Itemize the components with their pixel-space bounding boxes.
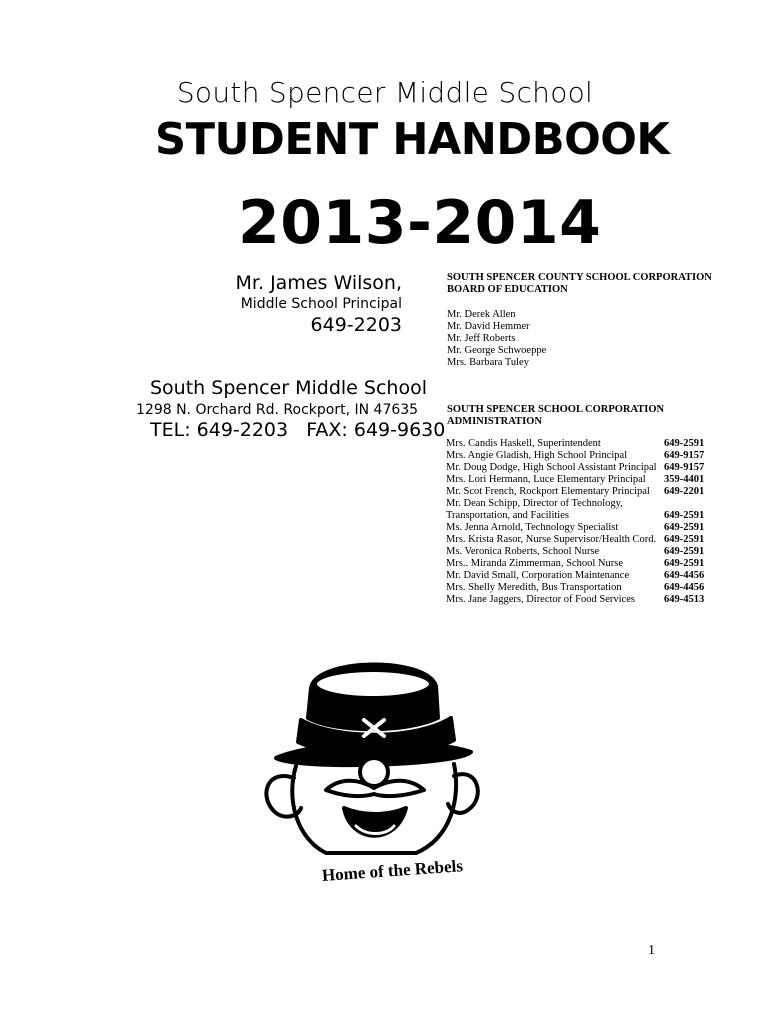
board-member: Mrs. Barbara Tuley	[447, 357, 529, 368]
admin-phone: 649-2201	[664, 486, 705, 497]
admin-row	[446, 510, 714, 522]
principal-phone: 649-2203	[310, 314, 402, 336]
admin-phone: 359-4401	[664, 474, 705, 485]
board-member: Mr. George Schwoeppe	[447, 345, 547, 356]
admin-name: Mrs. Jane Jaggers, Director of Food Services	[446, 594, 635, 605]
board-member: Mr. David Hemmer	[447, 321, 530, 332]
admin-row	[446, 594, 714, 606]
admin-phone: 649-4456	[664, 570, 705, 581]
admin-phone: 649-2591	[664, 534, 705, 545]
admin-name: Transportation, and Facilities	[446, 510, 569, 521]
admin-row	[446, 546, 714, 558]
admin-row	[446, 570, 714, 582]
school-contact-name: South Spencer Middle School	[150, 377, 427, 399]
admin-row	[446, 534, 714, 546]
principal-name: Mr. James Wilson,	[235, 272, 402, 294]
admin-phone: 649-9157	[664, 450, 705, 461]
admin-name: Mrs. Angie Gladish, High School Principal	[446, 450, 628, 461]
school-address: 1298 N. Orchard Rd. Rockport, IN 47635	[136, 402, 419, 418]
admin-name: Mrs. Krista Rasor, Nurse Supervisor/Health Cord.	[446, 534, 657, 545]
board-heading: SOUTH SPENCER COUNTY SCHOOL CORPORATION BOARD OF EDUCATION	[447, 272, 712, 295]
admin-row	[446, 462, 714, 474]
admin-phone	[664, 498, 714, 510]
admin-name: Ms. Jenna Arnold, Technology Specialist	[446, 522, 619, 533]
admin-name: Mrs. Lori Hermann, Luce Elementary Principal	[446, 474, 646, 485]
admin-row	[446, 438, 714, 450]
principal-title: Middle School Principal	[240, 296, 402, 312]
admin-phone: 649-2591	[664, 522, 705, 533]
admin-name: Mrs.. Miranda Zimmerman, School Nurse	[446, 558, 624, 569]
admin-row	[446, 498, 714, 510]
admin-name: Ms. Veronica Roberts, School Nurse	[446, 546, 600, 557]
board-member: Mr. Derek Allen	[447, 309, 516, 320]
admin-phone: 649-2591	[664, 558, 705, 569]
admin-phone: 649-9157	[664, 462, 705, 473]
admin-phone: 649-2591	[664, 438, 705, 449]
admin-name: Mrs. Shelly Meredith, Bus Transportation	[446, 582, 622, 593]
admin-phone: 649-4456	[664, 582, 705, 593]
admin-row	[446, 558, 714, 570]
board-member-list	[447, 309, 546, 369]
administration-heading: SOUTH SPENCER SCHOOL CORPORATION ADMINISTRATION	[447, 404, 665, 427]
admin-name: Mr. Scot French, Rockport Elementary Principal	[446, 486, 650, 497]
admin-name: Mr. Dean Schipp, Director of Technology,	[446, 498, 623, 509]
board-member: Mr. Jeff Roberts	[447, 333, 516, 344]
admin-phone: 649-2591	[664, 510, 705, 521]
administration-table	[446, 438, 714, 606]
admin-phone: 649-4513	[664, 594, 705, 605]
page-number: 1	[648, 943, 655, 958]
school-year: 2013-2014	[238, 188, 602, 258]
admin-phone: 649-2591	[664, 546, 705, 557]
admin-name: Mr. Doug Dodge, High School Assistant Principal	[446, 462, 657, 473]
admin-row	[446, 486, 714, 498]
school-name-heading: South Spencer Middle School	[176, 76, 594, 109]
admin-name: Mrs. Candis Haskell, Superintendent	[446, 438, 601, 449]
admin-name: Mr. David Small, Corporation Maintenance	[446, 570, 630, 581]
admin-row	[446, 522, 714, 534]
admin-row	[446, 474, 714, 486]
admin-row	[446, 450, 714, 462]
rebel-mascot-icon	[256, 648, 486, 858]
admin-row	[446, 582, 714, 594]
school-tel-fax: TEL: 649-2203 FAX: 649-9630	[150, 419, 446, 441]
motto-text: Home of the Rebels	[321, 856, 464, 885]
handbook-title: STUDENT HANDBOOK	[155, 114, 670, 165]
